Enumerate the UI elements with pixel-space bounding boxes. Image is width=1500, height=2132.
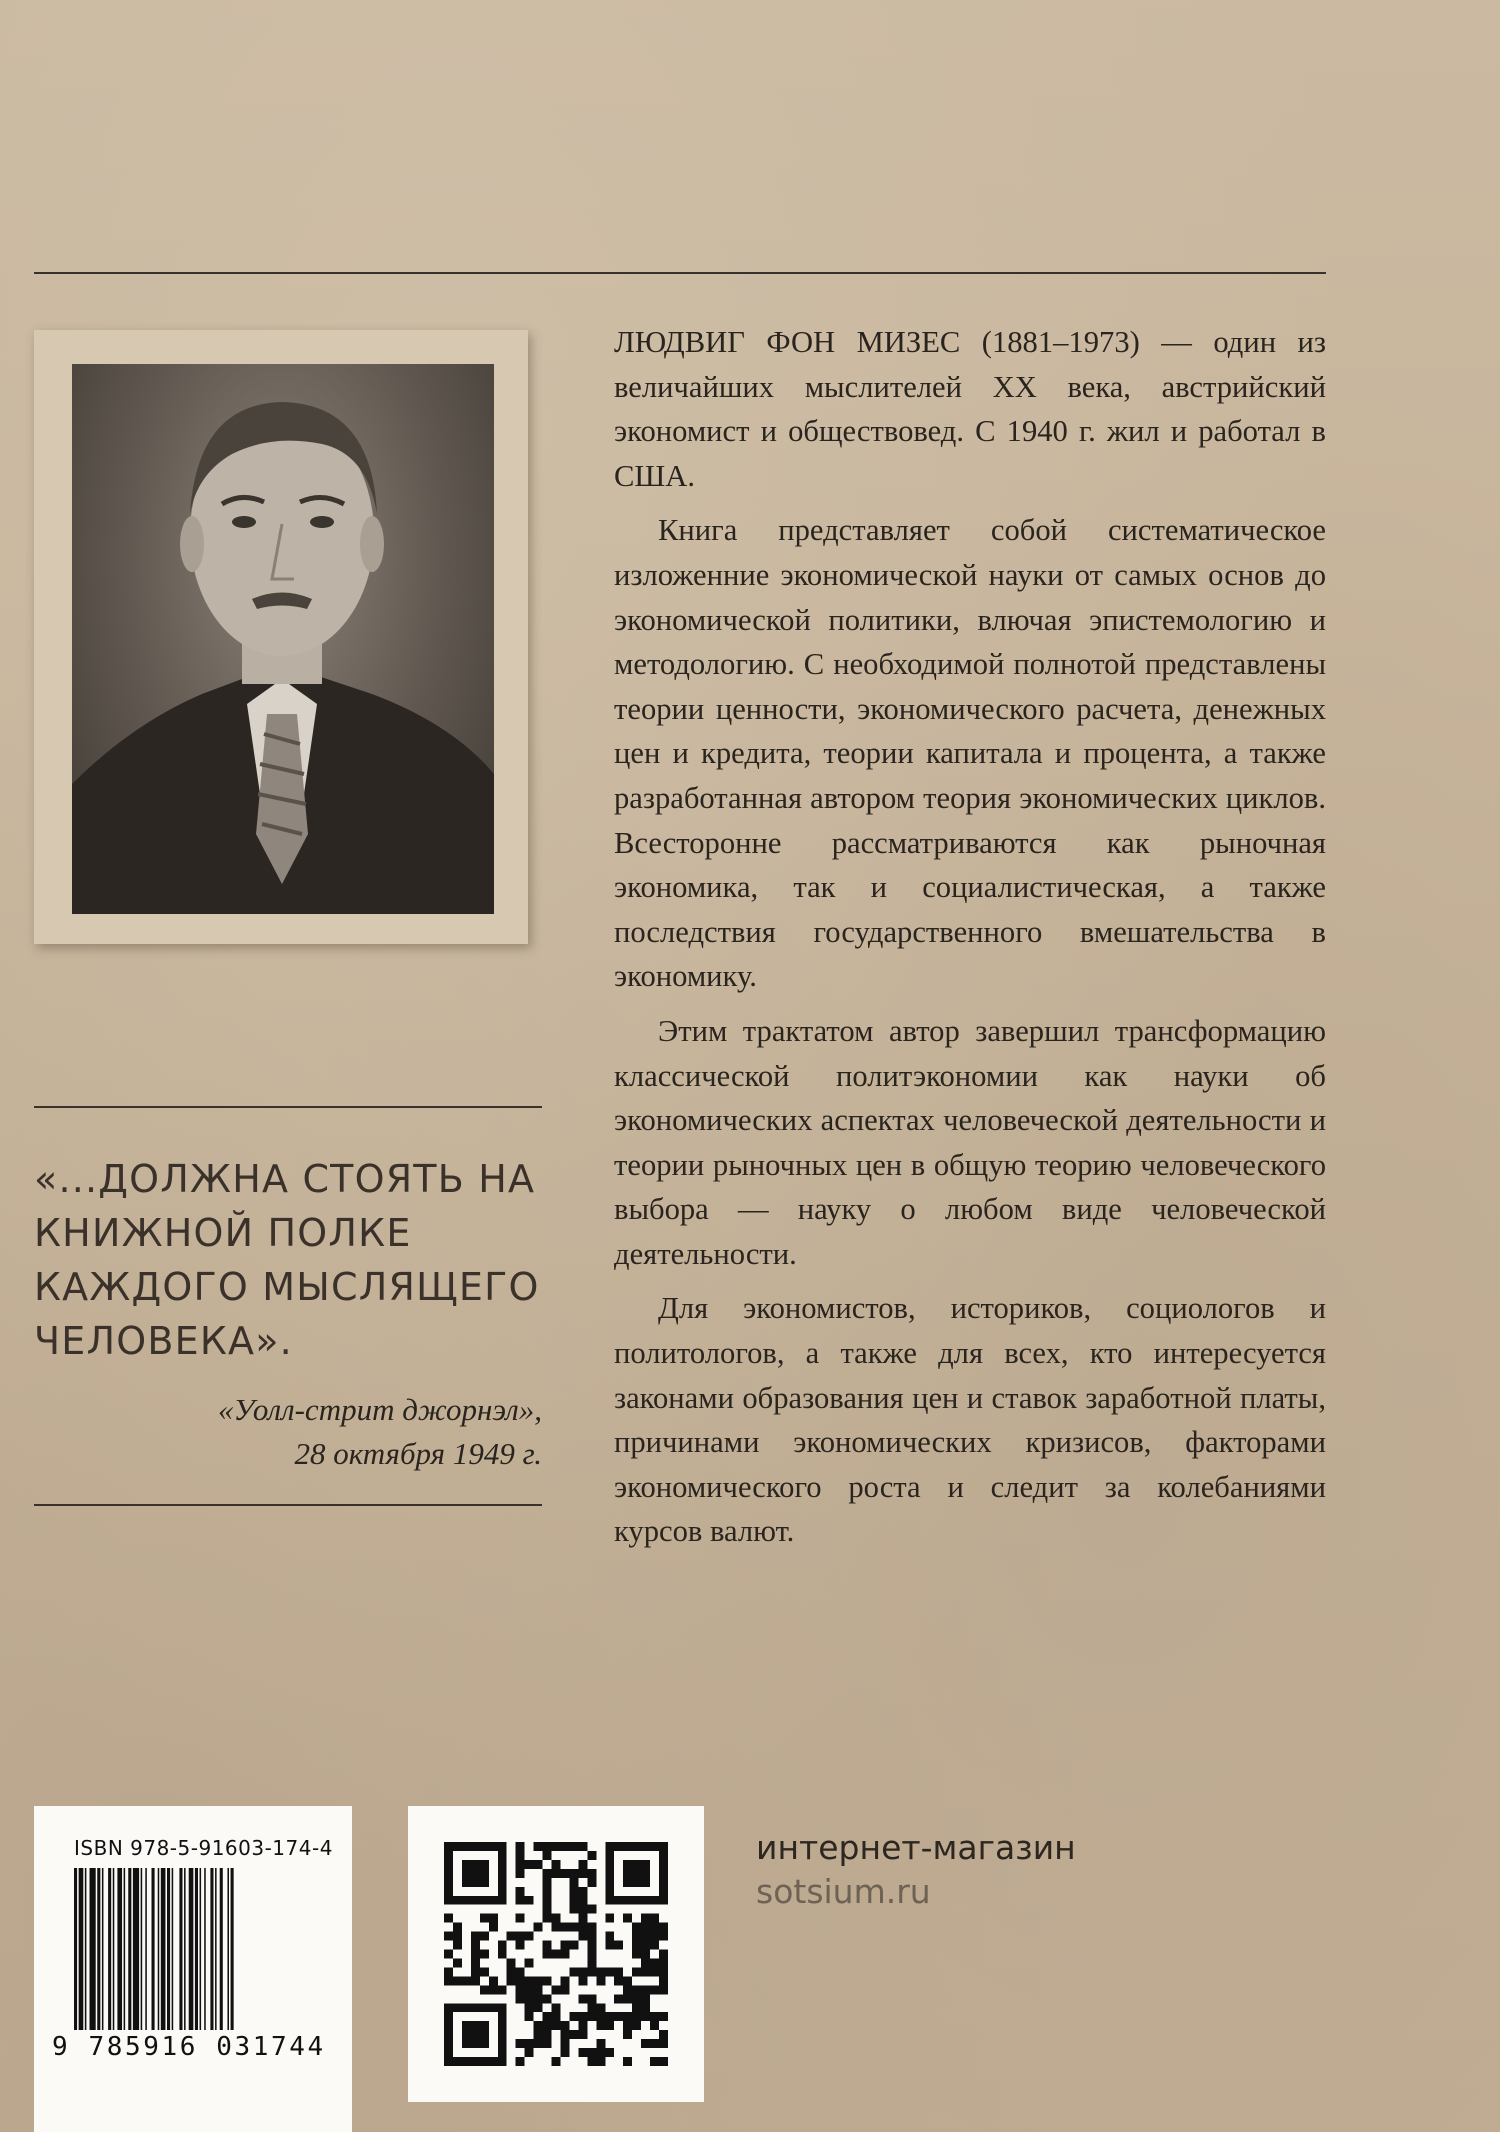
isbn-digits: 9 785916 031744 (52, 2032, 326, 2062)
bio-paragraph-3: Этим трактатом автор завершил трансформацию классической политэкономии как науки об экономических аспектах человеческой деятельности и теории рыночных цен в общую теорию человеческого выбора — науку о любом виде человеческой деятельности. (614, 1013, 1326, 1271)
author-bio (614, 320, 1326, 1564)
author-portrait-icon (72, 364, 494, 914)
shop-info (756, 1826, 1076, 1914)
review-quote: «...ДОЛЖНА СТОЯТЬ НА КНИЖНОЙ ПОЛКЕ КАЖДОГО МЫСЛЯЩЕГО ЧЕЛОВЕКА». (34, 1157, 540, 1363)
author-photo-frame (34, 330, 528, 944)
quote-source-date: 28 октября 1949 г. (294, 1436, 542, 1471)
quote-source (34, 1388, 542, 1476)
bio-paragraph-2: Книга представляет собой систематическое изложенние экономической науки от самых основ до экономической политики, влючая эпистемологию и методологию. С необходимой полнотой представлены теории ценности, экономического расчета, денежных цен и кредита, теории капитала и процента, а также разработанная автором теория экономических циклов. Всесторонне рассматриваются как рыночная экономика, так и социалистическая, а также последствия государственного вмешательства в экономику. (614, 513, 1326, 994)
isbn-label: ISBN 978-5-91603-174-4 (74, 1836, 333, 1860)
shop-label: интернет-магазин (756, 1828, 1076, 1867)
qr-code-icon (444, 1842, 668, 2066)
quote-divider-bottom (34, 1504, 542, 1506)
isbn-barcode-block (34, 1806, 352, 2132)
top-divider (34, 272, 1326, 274)
bio-paragraph-1: ЛЮДВИГ ФОН МИЗЕС (1881–1973) — один из величайших мыслителей XX века, австрийский экономист и обществовед. С 1940 г. жил и работал в США. (614, 325, 1326, 493)
qr-code-block (408, 1806, 704, 2102)
barcode-icon (74, 1868, 318, 2030)
bio-paragraph-4: Для экономистов, историков, социологов и политологов, а также для всех, кто интересуется законами образования цен и ставок заработной платы, причинами экономических кризисов, факторами экономического роста и следит за колебаниями курсов валют. (614, 1291, 1326, 1549)
quote-divider-top (34, 1106, 542, 1108)
shop-url[interactable]: sotsium.ru (756, 1872, 931, 1911)
quote-source-publication: «Уолл-стрит джорнэл», (217, 1392, 542, 1427)
